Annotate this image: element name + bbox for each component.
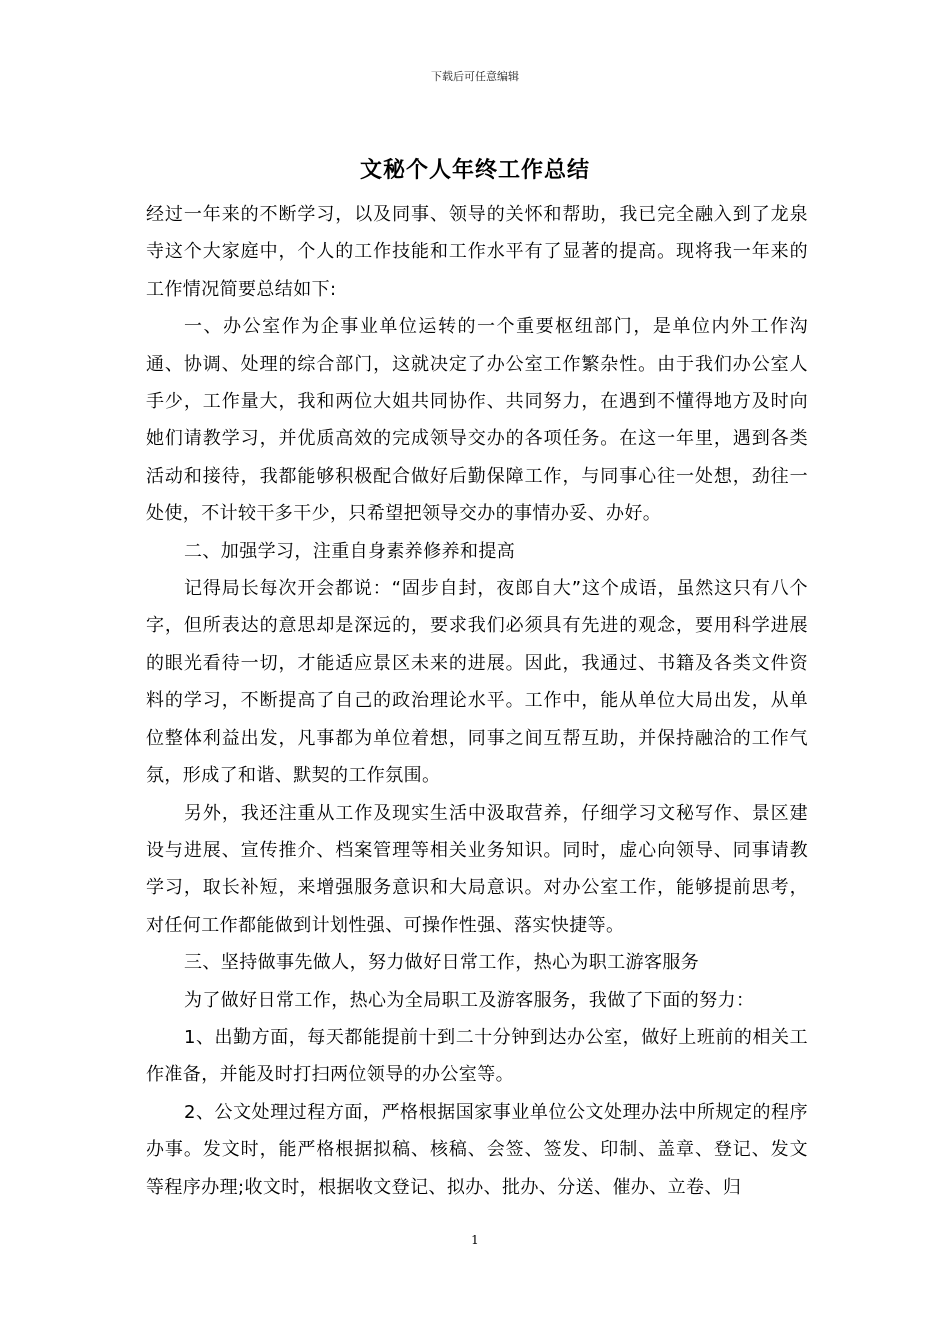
paragraph-heading-3: 三、坚持做事先做人，努力做好日常工作，热心为职工游客服务 [184,952,700,974]
paragraph-study: 记得局长每次开会都说：“固步自封，夜郎自大”这个成语，虽然这只有八个字，但所表达的意思却是深远的，要求我们必须具有先进的观念，要用科学进展的眼光看待一切，才能适应景区未来的进展。因此，我通过、书籍及各类文件资料的学习，不断提高了自己的政治理论水平。工作中，能从单位大局出发，从单位整体利益出发，凡事都为单位着想，同事之间互帮互助，并保持融洽的工作气氛，形成了和谐、默契的工作氛围。 [146,578,808,787]
document-title: 文秘个人年终工作总结 [359,158,590,183]
paragraph-additional: 另外，我还注重从工作及现实生活中汲取营养，仔细学习文秘写作、景区建设与进展、宣传推介、档案管理等相关业务知识。同时，虚心向领导、同事请教学习，取长补短，来增强服务意识和大局意识。对办公室工作，能够提前思考，对任何工作都能做到计划性强、可操作性强、落实快捷等。 [146,802,808,936]
document-body [146,196,808,1206]
paragraph-section-1: 一、办公室作为企事业单位运转的一个重要枢纽部门，是单位内外工作沟通、协调、处理的综合部门，这就决定了办公室工作繁杂性。由于我们办公室人手少，工作量大，我和两位大姐共同协作、共同努力，在遇到不懂得地方及时向她们请教学习，并优质高效的完成领导交办的各项任务。在这一年里，遇到各类活动和接待，我都能够积极配合做好后勤保障工作，与同事心往一处想，劲往一处使，不计较干多干少，只希望把领导交办的事情办妥、办好。 [146,316,808,525]
paragraph-document-handling: 2、公文处理过程方面，严格根据国家事业单位公文处理办法中所规定的程序办事。发文时，能严格根据拟稿、核稿、会签、签发、印制、盖章、登记、发文等程序办理;收文时，根据收文登记、拟办、批办、分送、催办、立卷、归 [146,1101,808,1198]
paragraph-service: 为了做好日常工作，热心为全局职工及游客服务，我做了下面的努力： [184,989,755,1011]
paragraph-attendance: 1、出勤方面，每天都能提前十到二十分钟到达办公室，做好上班前的相关工作准备，并能及时打扫两位领导的办公室等。 [146,1026,808,1086]
paragraph-heading-2: 二、加强学习，注重自身素养修养和提高 [184,540,516,562]
paragraph-intro: 经过一年来的不断学习，以及同事、领导的关怀和帮助，我已完全融入到了龙泉寺这个大家庭中，个人的工作技能和工作水平有了显著的提高。现将我一年来的工作情况简要总结如下: [146,204,808,300]
page-number: 1 [471,1233,479,1247]
page-header-note: 下载后可任意编辑 [431,70,519,83]
